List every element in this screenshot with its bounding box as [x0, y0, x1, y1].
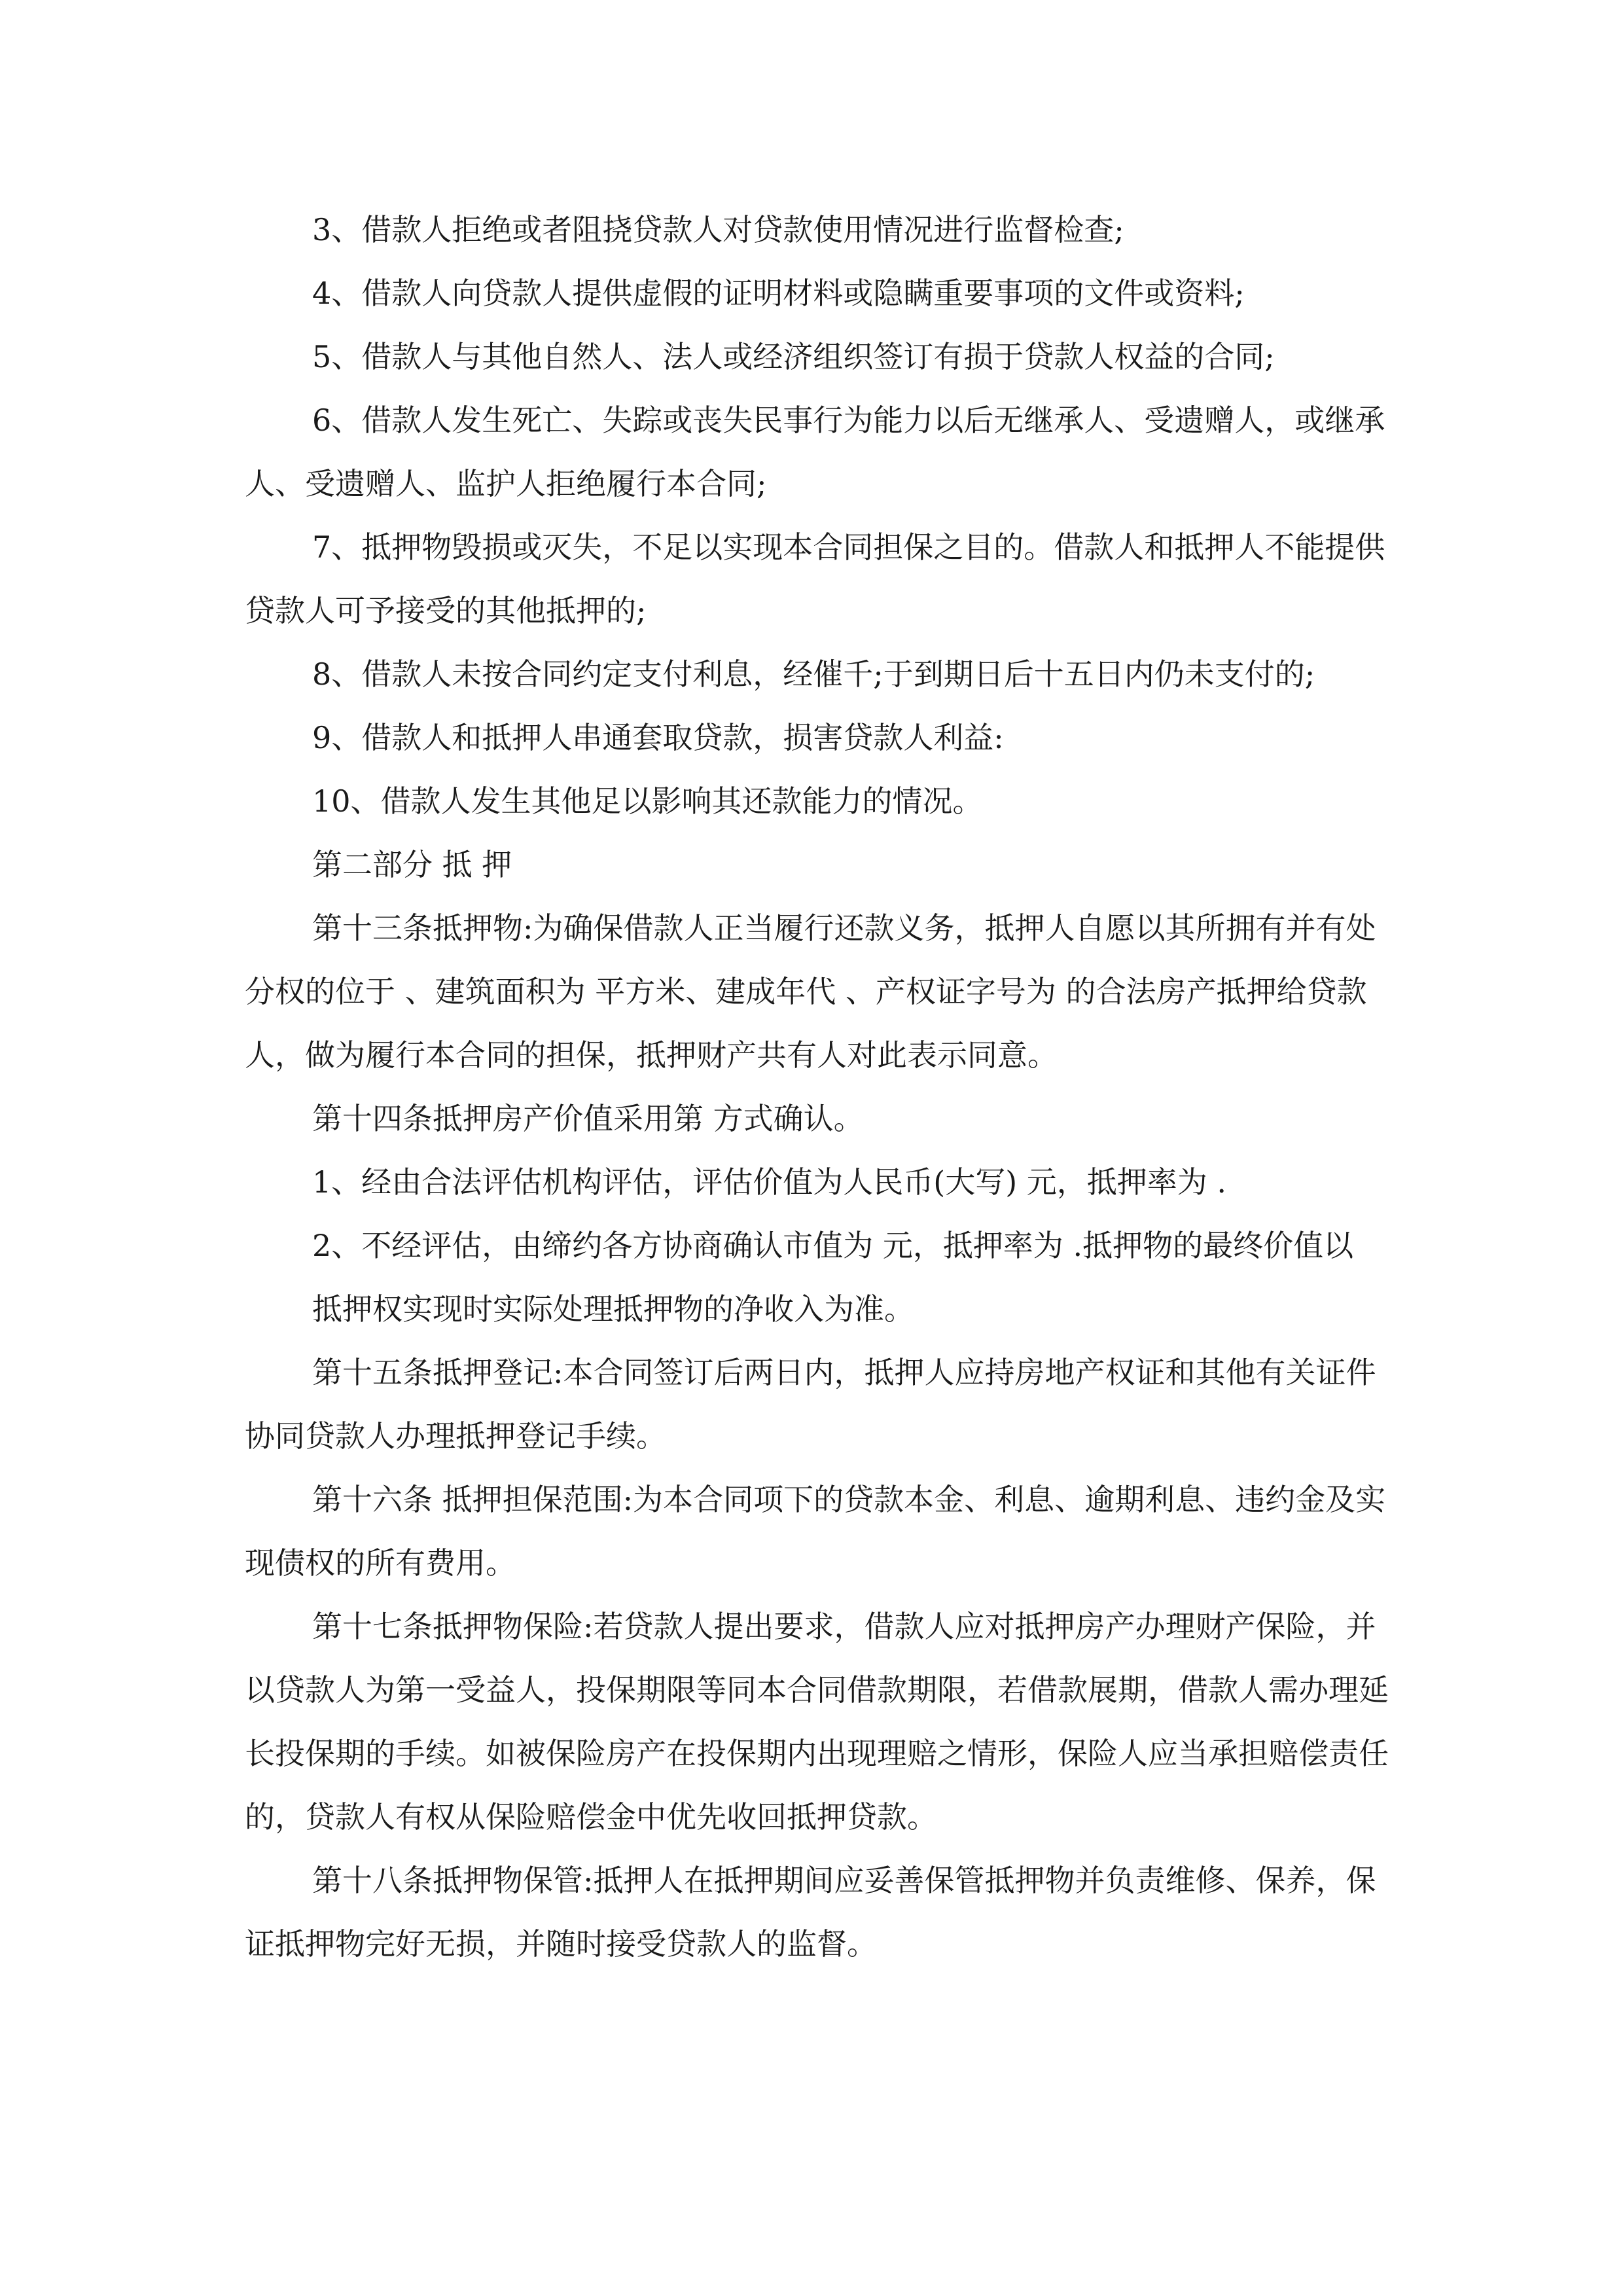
- clause-paragraph: 8、借款人未按合同约定支付利息，经催千;于到期日后十五日内仍未支付的;: [312, 656, 1315, 692]
- clause-paragraph: 10、借款人发生其他足以影响其还款能力的情况。: [312, 783, 983, 819]
- document-body: [245, 198, 1395, 1976]
- clause-paragraph: 2、不经评估，由缔约各方协商确认市值为 元，抵押率为 .抵押物的最终价值以: [312, 1228, 1354, 1263]
- article-18-paragraph: 第十八条抵押物保管:抵押人在抵押期间应妥善保管抵押物并负责维修、保养，保证抵押物完好无损，并随时接受贷款人的监督。: [245, 1863, 1376, 1962]
- article-13-paragraph: 第十三条抵押物:为确保借款人正当履行还款义务，抵押人自愿以其所拥有并有处分权的位于 、建筑面积为 平方米、建成年代 、产权证字号为 的合法房产抵押给贷款人，做为履行本合同的担保，抵押财产共有人对此表示同意。: [245, 910, 1376, 1073]
- article-16-paragraph: 第十六条 抵押担保范围:为本合同项下的贷款本金、利息、逾期利息、违约金及实现债权的所有费用。: [245, 1482, 1386, 1581]
- section-heading: 第二部分 抵 押: [312, 847, 512, 882]
- clause-paragraph: 7、抵押物毁损或灭失，不足以实现本合同担保之目的。借款人和抵押人不能提供贷款人可予接受的其他抵押的;: [245, 529, 1385, 628]
- clause-paragraph: 1、经由合法评估机构评估，评估价值为人民币(大写) 元，抵押率为 .: [312, 1164, 1227, 1200]
- article-15-paragraph: 第十五条抵押登记:本合同签订后两日内，抵押人应持房地产权证和其他有关证件协同贷款人办理抵押登记手续。: [245, 1355, 1376, 1454]
- article-14-paragraph: 第十四条抵押房产价值采用第 方式确认。: [312, 1101, 864, 1136]
- clause-paragraph: 3、借款人拒绝或者阻挠贷款人对贷款使用情况进行监督检查;: [312, 212, 1124, 247]
- clause-paragraph: 9、借款人和抵押人串通套取贷款，损害贷款人利益:: [312, 720, 1004, 755]
- clause-paragraph: 5、借款人与其他自然人、法人或经济组织签订有损于贷款人权益的合同;: [312, 339, 1275, 374]
- clause-paragraph: 抵押权实现时实际处理抵押物的净收入为准。: [312, 1291, 914, 1327]
- clause-paragraph: 6、借款人发生死亡、失踪或丧失民事行为能力以后无继承人、受遗赠人，或继承人、受遗赠人、监护人拒绝履行本合同;: [245, 403, 1385, 501]
- clause-paragraph: 4、借款人向贷款人提供虚假的证明材料或隐瞒重要事项的文件或资料;: [312, 276, 1245, 311]
- article-17-paragraph: 第十七条抵押物保险:若贷款人提出要求，借款人应对抵押房产办理财产保险，并以贷款人为第一受益人，投保期限等同本合同借款期限，若借款展期，借款人需办理延长投保期的手续。如被保险房产在投保期内出现理赔之情形，保险人应当承担赔偿责任的，贷款人有权从保险赔偿金中优先收回抵押贷款。: [245, 1609, 1389, 1835]
